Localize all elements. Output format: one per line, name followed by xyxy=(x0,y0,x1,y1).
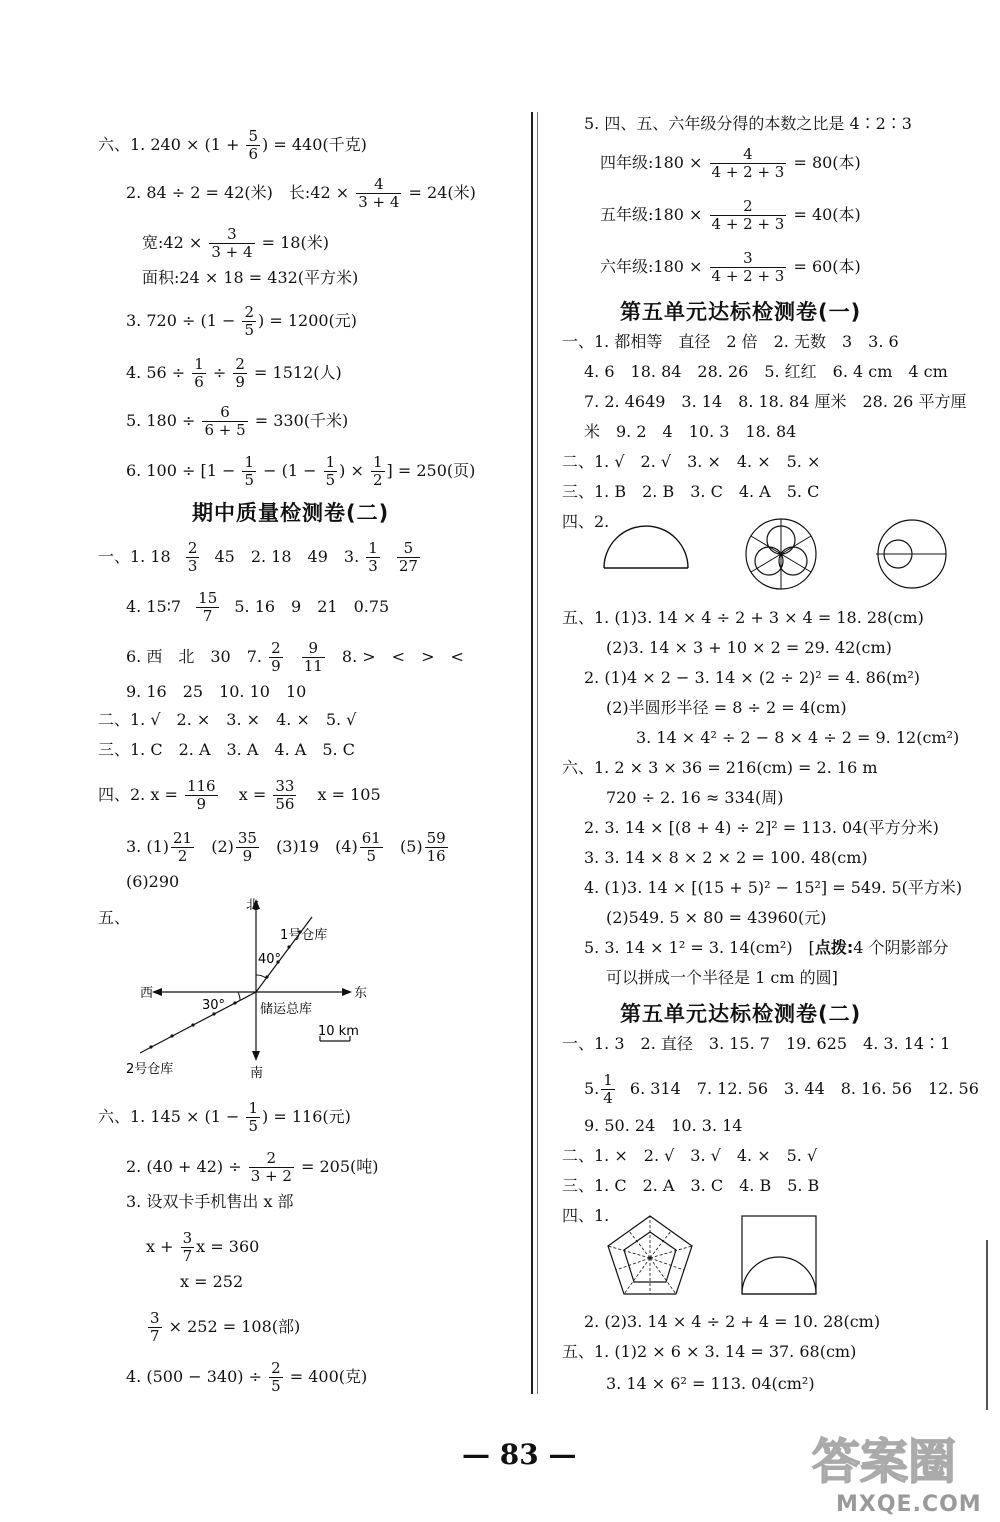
warehouse-1-label: 1号仓库 xyxy=(280,928,328,943)
column-divider xyxy=(531,112,533,1394)
column-divider xyxy=(537,112,538,1394)
fraction: $\frac{6}{6 + 5}$ xyxy=(204,403,246,439)
pentagon-figure xyxy=(600,1208,700,1300)
fraction: $\frac{5}{6}$ xyxy=(248,127,259,163)
answer-line: 宽:42 × $\frac{3}{3 + 4}$ = 18(米) xyxy=(142,225,329,261)
answer-line: 4. 6 18. 84 28. 26 5. 红红 6. 4 cm 4 cm xyxy=(584,362,948,381)
fraction: $\frac{15}{7}$ xyxy=(198,589,218,625)
fraction: $\frac{1}{6}$ xyxy=(194,355,204,391)
answer-line: 6. 100 ÷ [1 − $\frac{1}{5}$ − (1 − $\frac{1}{5}$ ) × $\frac{1}{2}$ ] = 250(页) xyxy=(126,453,476,489)
compass-south-label: 南 xyxy=(250,1066,264,1081)
answer-line: 2. 3. 14 × [(8 + 4) ÷ 2]² = 113. 04(平方分米) xyxy=(584,818,939,837)
watermark-logo-text: 答案圈 xyxy=(812,1434,957,1490)
circle-with-inner-circle-figure xyxy=(866,514,950,594)
answer-line: 4. 56 ÷ $\frac{1}{6}$ ÷ $\frac{2}{9}$ = 1512(人) xyxy=(126,355,342,391)
compass-north-label: 北 xyxy=(246,898,260,913)
answer-line: 二、1. × 2. √ 3. √ 4. × 5. √ xyxy=(562,1146,818,1165)
answer-line: 3. 720 ÷ (1 − $\frac{2}{5}$ ) = 1200(元) xyxy=(126,303,358,339)
fraction: $\frac{116}{9}$ xyxy=(186,777,216,813)
compass-diagram xyxy=(110,895,370,1085)
answer-line: 六、1. 240 × (1 + $\frac{5}{6}$ ) = 440(千克) xyxy=(98,127,367,163)
fraction: $\frac{59}{16}$ xyxy=(426,829,446,865)
answer-line: 9. 16 25 10. 10 10 xyxy=(126,682,307,701)
fraction: $\frac{2}{9}$ xyxy=(235,355,245,391)
warehouse-2-label: 2号仓库 xyxy=(126,1062,174,1077)
answer-line: 6. 西 北 30 7. $\frac{2}{9}$ $\frac{9}{11}$ 8. > < > < xyxy=(126,639,464,675)
answer-line: 四、2. x = $\frac{116}{9}$ x = $\frac{33}{56}$ x = 105 xyxy=(98,777,381,813)
answer-line: 2. 84 ÷ 2 = 42(米) 长:42 × $\frac{4}{3 + 4}$ = 24(米) xyxy=(126,175,476,211)
answer-line: 面积:24 × 18 = 432(平方米) xyxy=(142,268,359,287)
answer-line: 3. 3. 14 × 8 × 2 × 2 = 100. 48(cm) xyxy=(584,848,868,867)
fraction: $\frac{21}{2}$ xyxy=(173,829,193,865)
angle-30-label: 30° xyxy=(202,998,226,1013)
fraction: $\frac{4}{4 + 2 + 3}$ xyxy=(711,145,785,181)
answer-line: 三、1. C 2. A 3. C 4. B 5. B xyxy=(562,1176,820,1195)
answer-line: 三、1. B 2. B 3. C 4. A 5. C xyxy=(562,482,820,501)
fraction: $\frac{9}{11}$ xyxy=(303,639,323,675)
answer-line: x + $\frac{3}{7}$ x = 360 xyxy=(146,1229,260,1265)
fraction: $\frac{4}{3 + 4}$ xyxy=(358,175,400,211)
fraction: $\frac{35}{9}$ xyxy=(237,829,257,865)
answer-line: 五、1. (1)2 × 6 × 3. 14 = 37. 68(cm) xyxy=(562,1342,857,1361)
fraction: $\frac{5}{27}$ xyxy=(398,539,418,575)
answer-line: 五、 xyxy=(98,908,131,927)
compass-west-label: 西 xyxy=(140,986,154,1001)
answer-line: 六、1. 2 × 3 × 36 = 216(cm) = 2. 16 m xyxy=(562,758,878,777)
fraction: $\frac{3}{7}$ xyxy=(182,1229,193,1265)
fraction: $\frac{1}{2}$ xyxy=(372,453,383,489)
fraction: $\frac{2}{3 + 2}$ xyxy=(250,1149,292,1185)
answer-line: 9. 50. 24 10. 3. 14 xyxy=(584,1116,743,1135)
fraction: $\frac{1}{5}$ xyxy=(248,1099,259,1135)
answer-line: 可以拼成一个半径是 1 cm 的圆] xyxy=(606,968,838,987)
section-heading: 期中质量检测卷(二) xyxy=(192,501,390,525)
answer-line: 2. (40 + 42) ÷ $\frac{2}{3 + 2}$ = 205(吨) xyxy=(126,1149,379,1185)
square-semicircle-figure xyxy=(738,1212,820,1300)
answer-line: 二、1. √ 2. × 3. × 4. × 5. √ xyxy=(98,710,357,729)
fraction: $\frac{1}{4}$ xyxy=(603,1071,613,1107)
center-depot-label: 储运总库 xyxy=(260,1002,313,1017)
answer-line: 六年级:180 × $\frac{3}{4 + 2 + 3}$ = 60(本) xyxy=(600,249,861,285)
compass-east-label: 东 xyxy=(354,986,368,1001)
angle-40-label: 40° xyxy=(258,952,282,967)
fraction: $\frac{2}{5}$ xyxy=(244,303,255,339)
answer-line: 3. 14 × 6² = 113. 04(cm²) xyxy=(606,1374,815,1393)
fraction: $\frac{3}{3 + 4}$ xyxy=(211,225,253,261)
answer-line: 720 ÷ 2. 16 ≈ 334(周) xyxy=(606,788,784,807)
answer-line: 5. 四、五、六年级分得的本数之比是 4∶2∶3 xyxy=(584,114,912,133)
answer-line: 六、1. 145 × (1 − $\frac{1}{5}$ ) = 116(元) xyxy=(98,1099,351,1135)
answer-line: 5. 180 ÷ $\frac{6}{6 + 5}$ = 330(千米) xyxy=(126,403,349,439)
fraction: $\frac{1}{5}$ xyxy=(244,453,255,489)
answer-line: $\frac{3}{7}$ × 252 = 108(部) xyxy=(150,1309,301,1345)
watermark-logo xyxy=(808,1426,980,1492)
fraction: $\frac{2}{9}$ xyxy=(271,639,281,675)
answer-line: 5. 3. 14 × 1² = 3. 14(cm²) [点拨:4 个阴影部分 xyxy=(584,938,949,957)
answer-line: 四年级:180 × $\frac{4}{4 + 2 + 3}$ = 80(本) xyxy=(600,145,861,181)
answer-line: 3. 设双卡手机售出 x 部 xyxy=(126,1192,294,1211)
fraction: $\frac{3}{7}$ xyxy=(150,1309,160,1345)
fraction: $\frac{2}{4 + 2 + 3}$ xyxy=(711,197,785,233)
answer-line: 一、1. 都相等 直径 2 倍 2. 无数 3 3. 6 xyxy=(562,332,899,351)
scale-label: 10 km xyxy=(318,1024,359,1039)
section-heading: 第五单元达标检测卷(一) xyxy=(620,300,862,324)
answer-line: 米 9. 2 4 10. 3 18. 84 xyxy=(584,422,797,441)
fraction: $\frac{1}{3}$ xyxy=(368,539,378,575)
answer-line: 4. (500 − 340) ÷ $\frac{2}{5}$ = 400(克) xyxy=(126,1359,368,1395)
answer-line: 五、1. (1)3. 14 × 4 ÷ 2 + 3 × 4 = 18. 28(cm) xyxy=(562,608,924,627)
page-edge-bar xyxy=(986,1240,988,1410)
answer-line: (2)半圆形半径 = 8 ÷ 2 = 4(cm) xyxy=(606,698,847,717)
three-circles-figure xyxy=(738,514,824,594)
answer-line: 一、1. 3 2. 直径 3. 15. 7 19. 625 4. 3. 14∶1 xyxy=(562,1034,951,1053)
section-heading: 第五单元达标检测卷(二) xyxy=(620,1002,862,1026)
fraction: $\frac{61}{5}$ xyxy=(361,829,381,865)
answer-line: x = 252 xyxy=(180,1272,244,1291)
answer-line: 5. $\frac{1}{4}$ 6. 314 7. 12. 56 3. 44 8. 16. 56 12. 56 xyxy=(584,1071,979,1107)
answer-line: (2)549. 5 × 80 = 43960(元) xyxy=(606,908,827,927)
answer-line: 3. (1) $\frac{21}{2}$ (2) $\frac{35}{9}$ (3)19 (4) $\frac{61}{5}$ (5) $\frac{59}{16}$ xyxy=(126,829,446,865)
fraction: $\frac{33}{56}$ xyxy=(275,777,295,813)
fraction: $\frac{1}{5}$ xyxy=(325,453,336,489)
answer-line: 四、1. xyxy=(562,1206,610,1225)
answer-line: 4. 15∶7 $\frac{15}{7}$ 5. 16 9 21 0.75 xyxy=(126,589,390,625)
fraction: $\frac{3}{4 + 2 + 3}$ xyxy=(711,249,785,285)
watermark-text: MXQE.COM xyxy=(836,1492,982,1517)
answer-line: 四、2. xyxy=(562,512,610,531)
page-number: — 83 — xyxy=(462,1438,577,1471)
answer-line: 4. (1)3. 14 × [(15 + 5)² − 15²] = 549. 5(平方米) xyxy=(584,878,963,897)
answer-line: 一、1. 18 $\frac{2}{3}$ 45 2. 18 49 3. $\frac{1}{3}$ $\frac{5}{27}$ xyxy=(98,539,418,575)
fraction: $\frac{2}{5}$ xyxy=(271,1359,281,1395)
answer-line: 2. (1)4 × 2 − 3. 14 × (2 ÷ 2)² = 4. 86(m²) xyxy=(584,668,921,687)
answer-line: (6)290 xyxy=(126,872,180,891)
answer-line: 二、1. √ 2. √ 3. × 4. × 5. × xyxy=(562,452,821,471)
answer-line: 7. 2. 4649 3. 14 8. 18. 84 厘米 28. 26 平方厘 xyxy=(584,392,967,411)
answer-line: 3. 14 × 4² ÷ 2 − 8 × 4 ÷ 2 = 9. 12(cm²) xyxy=(636,728,960,747)
semicircle-figure xyxy=(598,518,694,576)
answer-line: 2. (2)3. 14 × 4 ÷ 2 + 4 = 10. 28(cm) xyxy=(584,1312,881,1331)
fraction: $\frac{2}{3}$ xyxy=(187,539,198,575)
answer-line: 五年级:180 × $\frac{2}{4 + 2 + 3}$ = 40(本) xyxy=(600,197,861,233)
answer-line: (2)3. 14 × 3 + 10 × 2 = 29. 42(cm) xyxy=(606,638,892,657)
answer-line: 三、1. C 2. A 3. A 4. A 5. C xyxy=(98,740,355,759)
